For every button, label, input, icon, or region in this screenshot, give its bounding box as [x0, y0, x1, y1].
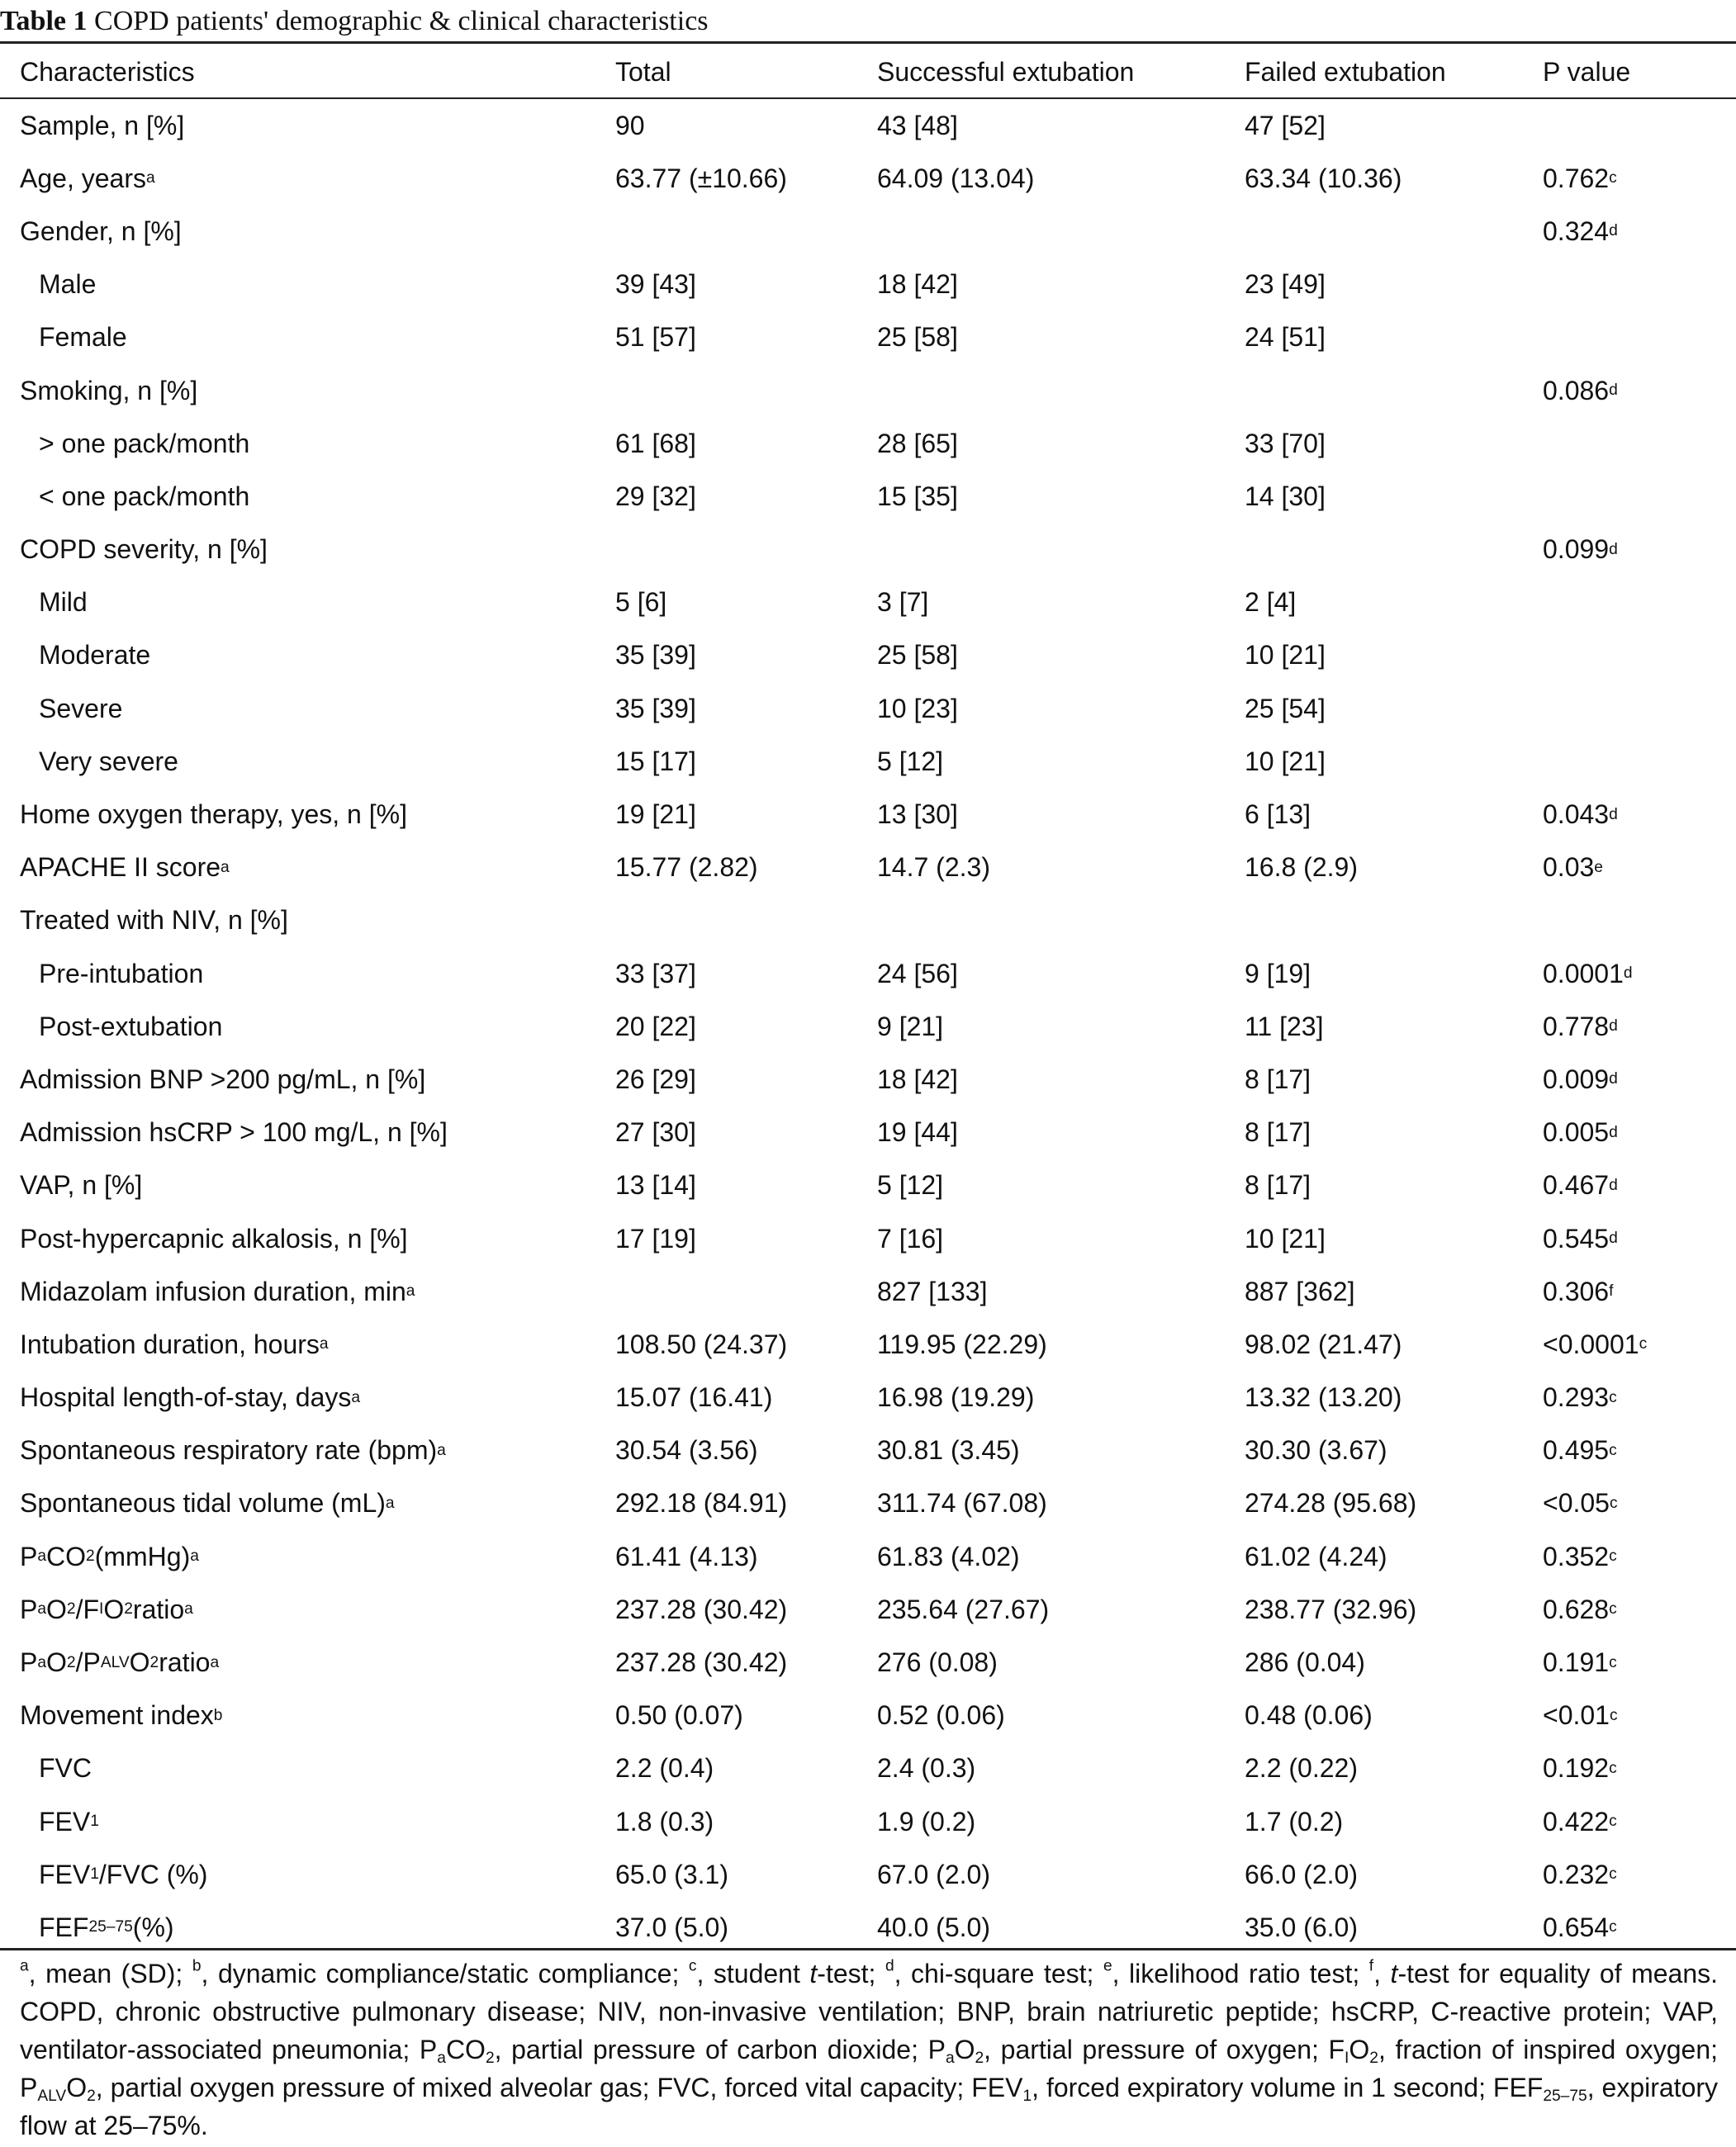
cell-successful: 5 [12]	[877, 746, 944, 776]
cell-total: 5 [6]	[615, 587, 667, 618]
cell-total: 33 [37]	[615, 958, 696, 988]
cell-successful: 13 [30]	[877, 799, 958, 830]
cell-total: 15.07 (16.41)	[615, 1382, 773, 1413]
cell-total: 17 [19]	[615, 1223, 696, 1254]
cell-failed: 8 [17]	[1245, 1117, 1311, 1148]
cell-characteristic: Intubation duration, hours a	[20, 1329, 329, 1359]
table-row	[0, 1583, 1736, 1636]
cell-total: 2.2 (0.4)	[615, 1753, 714, 1784]
table-row	[0, 1477, 1736, 1530]
table-row	[0, 152, 1736, 205]
cell-successful: 16.98 (19.29)	[877, 1382, 1035, 1413]
table-row	[0, 1530, 1736, 1583]
table-row	[0, 894, 1736, 947]
cell-failed: 23 [49]	[1245, 269, 1326, 300]
table-row	[0, 1000, 1736, 1053]
cell-p-value: 0.099 d	[1543, 534, 1618, 565]
cell-failed: 66.0 (2.0)	[1245, 1859, 1358, 1889]
cell-p-value: 0.762 c	[1543, 163, 1617, 193]
cell-failed: 10 [21]	[1245, 1223, 1326, 1254]
cell-failed: 8 [17]	[1245, 1064, 1311, 1094]
cell-failed: 47 [52]	[1245, 110, 1326, 140]
cell-total: 51 [57]	[615, 322, 696, 353]
cell-characteristic: > one pack/month	[39, 428, 250, 458]
cell-characteristic: Treated with NIV, n [%]	[20, 905, 288, 936]
cell-characteristic: Female	[39, 322, 127, 353]
cell-characteristic: Spontaneous respiratory rate (bpm) a	[20, 1435, 446, 1466]
cell-total: 1.8 (0.3)	[615, 1806, 714, 1837]
cell-p-value: 0.192 c	[1543, 1753, 1617, 1784]
cell-successful: 7 [16]	[877, 1223, 944, 1254]
cell-characteristic: Home oxygen therapy, yes, n [%]	[20, 799, 407, 830]
cell-total: 13 [14]	[615, 1170, 696, 1201]
cell-characteristic: Admission hsCRP > 100 mg/L, n [%]	[20, 1117, 448, 1148]
cell-successful: 61.83 (4.02)	[877, 1541, 1020, 1571]
cell-total: 26 [29]	[615, 1064, 696, 1094]
cell-p-value: 0.005 d	[1543, 1117, 1618, 1148]
cell-failed: 2 [4]	[1245, 587, 1297, 618]
cell-failed: 11 [23]	[1245, 1011, 1324, 1041]
cell-failed: 0.48 (0.06)	[1245, 1700, 1373, 1731]
cell-p-value: 0.232 c	[1543, 1859, 1617, 1889]
table-footnote: $^a$, mean (SD); $^b$, dynamic compliance/static compliance; $^c$, student t-test; $^d$, chi-square test; $^e$, likelihood ratio test; $^f$, t-test for equality of means. COPD, chronic obstructive pulmonary disease; NIV, non-invasive ventilation; BNP, brain natriuretic peptide; hsCRP, C-reactive protein; VAP, ventilator-associated pneumonia; $P_aCO_2$, partial pressure of carbon dioxide; $P_aO_2$, partial pressure of oxygen; $F_IO_2$, fraction of inspired oxygen; $P_{ALV}O_2$, partial oxygen pressure of mixed alveolar gas; FVC, forced vital capacity; $FEV_1$, forced expiratory volume in 1 second; $FEF_{25-75}$, expiratory flow at 25–75%.	[20, 1957, 1719, 2140]
cell-successful: 3 [7]	[877, 587, 929, 618]
cell-total: 15 [17]	[615, 746, 696, 776]
cell-failed: 25 [54]	[1245, 693, 1326, 723]
cell-failed: 10 [21]	[1245, 640, 1326, 671]
cell-successful: 5 [12]	[877, 1170, 944, 1201]
cell-p-value: 0.628 c	[1543, 1594, 1617, 1624]
cell-successful: 64.09 (13.04)	[877, 163, 1035, 193]
cell-failed: 98.02 (21.47)	[1245, 1329, 1402, 1359]
cell-successful: 311.74 (67.08)	[877, 1488, 1047, 1519]
cell-failed: 1.7 (0.2)	[1245, 1806, 1344, 1837]
cell-characteristic: Smoking, n [%]	[20, 375, 198, 405]
cell-failed: 286 (0.04)	[1245, 1647, 1365, 1678]
cell-failed: 2.2 (0.22)	[1245, 1753, 1358, 1784]
table-row	[0, 1318, 1736, 1371]
top-rule	[0, 41, 1736, 44]
table-row	[0, 311, 1736, 364]
cell-p-value: 0.778 d	[1543, 1011, 1618, 1041]
cell-successful: 19 [44]	[877, 1117, 958, 1148]
cell-successful: 235.64 (27.67)	[877, 1594, 1050, 1624]
cell-p-value: 0.352 c	[1543, 1541, 1617, 1571]
cell-characteristic: FEF 25–75 (%)	[39, 1912, 174, 1942]
table-row	[0, 417, 1736, 470]
cell-p-value: 0.467 d	[1543, 1170, 1618, 1201]
table-row	[0, 1795, 1736, 1848]
cell-successful: 24 [56]	[877, 958, 958, 988]
table-row	[0, 1848, 1736, 1901]
cell-total: 237.28 (30.42)	[615, 1594, 788, 1624]
cell-characteristic: Severe	[39, 693, 123, 723]
cell-characteristic: P a O 2 /F I O 2 ratio a	[20, 1594, 193, 1624]
header-successful-extubation: Successful extubation	[877, 56, 1135, 87]
cell-total: 20 [22]	[615, 1011, 696, 1041]
cell-successful: 2.4 (0.3)	[877, 1753, 976, 1784]
cell-successful: 827 [133]	[877, 1276, 988, 1306]
header-row	[0, 46, 1736, 97]
cell-characteristic: Pre-intubation	[39, 958, 204, 988]
cell-p-value: 0.545 d	[1543, 1223, 1618, 1254]
table-row	[0, 1372, 1736, 1424]
cell-characteristic: VAP, n [%]	[20, 1170, 143, 1201]
cell-characteristic: FEV 1	[39, 1806, 99, 1837]
cell-characteristic: Post-hypercapnic alkalosis, n [%]	[20, 1223, 408, 1254]
bottom-rule	[0, 1948, 1736, 1950]
table-label: Table 1	[0, 6, 88, 36]
cell-characteristic: Admission BNP >200 pg/mL, n [%]	[20, 1064, 426, 1094]
header-p-value: P value	[1543, 56, 1631, 87]
cell-successful: 15 [35]	[877, 481, 958, 511]
table-row	[0, 1265, 1736, 1318]
cell-failed: 16.8 (2.9)	[1245, 852, 1358, 883]
cell-total: 37.0 (5.0)	[615, 1912, 728, 1942]
cell-failed: 14 [30]	[1245, 481, 1326, 511]
cell-total: 90	[615, 110, 645, 140]
table-row	[0, 205, 1736, 258]
cell-failed: 6 [13]	[1245, 799, 1311, 830]
cell-total: 19 [21]	[615, 799, 696, 830]
cell-characteristic: FVC	[39, 1753, 92, 1784]
table-row	[0, 1424, 1736, 1477]
cell-successful: 28 [65]	[877, 428, 958, 458]
cell-total: 35 [39]	[615, 640, 696, 671]
cell-characteristic: Male	[39, 269, 97, 300]
cell-total: 30.54 (3.56)	[615, 1435, 758, 1466]
cell-characteristic: < one pack/month	[39, 481, 250, 511]
table-row	[0, 1901, 1736, 1954]
table-row	[0, 1053, 1736, 1106]
cell-successful: 276 (0.08)	[877, 1647, 998, 1678]
cell-successful: 25 [58]	[877, 640, 958, 671]
table-row	[0, 1159, 1736, 1212]
cell-failed: 33 [70]	[1245, 428, 1326, 458]
table-row	[0, 1212, 1736, 1265]
cell-p-value: 0.03 e	[1543, 852, 1603, 883]
cell-characteristic: Age, years a	[20, 163, 155, 193]
table-row	[0, 629, 1736, 682]
cell-characteristic: Post-extubation	[39, 1011, 223, 1041]
cell-p-value: 0.495 c	[1543, 1435, 1617, 1466]
cell-p-value: <0.05 c	[1543, 1488, 1618, 1519]
cell-total: 108.50 (24.37)	[615, 1329, 788, 1359]
table-header	[0, 46, 1736, 97]
cell-successful: 25 [58]	[877, 322, 958, 353]
cell-successful: 18 [42]	[877, 269, 958, 300]
cell-failed: 61.02 (4.24)	[1245, 1541, 1387, 1571]
cell-total: 65.0 (3.1)	[615, 1859, 728, 1889]
table-row	[0, 841, 1736, 894]
cell-characteristic: Sample, n [%]	[20, 110, 185, 140]
cell-total: 292.18 (84.91)	[615, 1488, 788, 1519]
cell-failed: 274.28 (95.68)	[1245, 1488, 1417, 1519]
cell-p-value: <0.01 c	[1543, 1700, 1618, 1731]
cell-characteristic: Hospital length-of-stay, days a	[20, 1382, 361, 1413]
cell-failed: 9 [19]	[1245, 958, 1311, 988]
cell-characteristic: Movement index b	[20, 1700, 223, 1731]
cell-total: 27 [30]	[615, 1117, 696, 1148]
cell-failed: 30.30 (3.67)	[1245, 1435, 1387, 1466]
cell-p-value: 0.043 d	[1543, 799, 1618, 830]
cell-total: 39 [43]	[615, 269, 696, 300]
table-row	[0, 1107, 1736, 1159]
table-row	[0, 735, 1736, 788]
cell-characteristic: P a O 2 /P ALV O 2 ratio a	[20, 1647, 220, 1678]
cell-characteristic: FEV 1 /FVC (%)	[39, 1859, 208, 1889]
cell-successful: 1.9 (0.2)	[877, 1806, 976, 1837]
cell-p-value: 0.0001 d	[1543, 958, 1633, 988]
cell-characteristic: Spontaneous tidal volume (mL) a	[20, 1488, 395, 1519]
table-row	[0, 1690, 1736, 1742]
cell-p-value: 0.324 d	[1543, 216, 1618, 246]
cell-successful: 14.7 (2.3)	[877, 852, 990, 883]
cell-p-value: 0.422 c	[1543, 1806, 1617, 1837]
cell-failed: 63.34 (10.36)	[1245, 163, 1402, 193]
cell-failed: 10 [21]	[1245, 746, 1326, 776]
cell-characteristic: Moderate	[39, 640, 151, 671]
table-row	[0, 470, 1736, 523]
cell-p-value: 0.086 d	[1543, 375, 1618, 405]
table-body	[0, 99, 1736, 1955]
cell-successful: 18 [42]	[877, 1064, 958, 1094]
cell-failed: 24 [51]	[1245, 322, 1326, 353]
cell-total: 63.77 (±10.66)	[615, 163, 787, 193]
cell-p-value: 0.009 d	[1543, 1064, 1618, 1094]
table-row	[0, 99, 1736, 152]
cell-failed: 887 [362]	[1245, 1276, 1355, 1306]
cell-total: 237.28 (30.42)	[615, 1647, 788, 1678]
header-failed-extubation: Failed extubation	[1245, 56, 1446, 87]
cell-total: 35 [39]	[615, 693, 696, 723]
table-row	[0, 788, 1736, 841]
cell-p-value: <0.0001 c	[1543, 1329, 1648, 1359]
cell-p-value: 0.293 c	[1543, 1382, 1617, 1413]
cell-characteristic: APACHE II score a	[20, 852, 230, 883]
cell-successful: 30.81 (3.45)	[877, 1435, 1020, 1466]
cell-characteristic: Mild	[39, 587, 88, 618]
cell-total: 15.77 (2.82)	[615, 852, 758, 883]
header-total: Total	[615, 56, 671, 87]
cell-successful: 119.95 (22.29)	[877, 1329, 1047, 1359]
cell-successful: 0.52 (0.06)	[877, 1700, 1005, 1731]
table-row	[0, 258, 1736, 311]
cell-total: 29 [32]	[615, 481, 696, 511]
cell-characteristic: Gender, n [%]	[20, 216, 182, 246]
table-caption	[0, 5, 1736, 38]
cell-characteristic: Midazolam infusion duration, min a	[20, 1276, 415, 1306]
table-row	[0, 364, 1736, 417]
cell-characteristic: Very severe	[39, 746, 178, 776]
cell-p-value: 0.654 c	[1543, 1912, 1617, 1942]
table-row	[0, 576, 1736, 629]
cell-p-value: 0.191 c	[1543, 1647, 1617, 1678]
table-row	[0, 682, 1736, 735]
cell-failed: 13.32 (13.20)	[1245, 1382, 1402, 1413]
header-characteristics: Characteristics	[20, 56, 195, 87]
cell-failed: 8 [17]	[1245, 1170, 1311, 1201]
cell-p-value: 0.306 f	[1543, 1276, 1614, 1306]
table-title: COPD patients' demographic & clinical characteristics	[94, 6, 709, 36]
table-row	[0, 1636, 1736, 1689]
cell-successful: 40.0 (5.0)	[877, 1912, 990, 1942]
cell-successful: 43 [48]	[877, 110, 958, 140]
cell-total: 61.41 (4.13)	[615, 1541, 758, 1571]
cell-characteristic: COPD severity, n [%]	[20, 534, 268, 565]
cell-failed: 238.77 (32.96)	[1245, 1594, 1417, 1624]
cell-total: 61 [68]	[615, 428, 696, 458]
cell-successful: 67.0 (2.0)	[877, 1859, 990, 1889]
table-row	[0, 1742, 1736, 1795]
table-row	[0, 947, 1736, 1000]
cell-characteristic: P a CO 2 (mmHg) a	[20, 1541, 199, 1571]
cell-successful: 9 [21]	[877, 1011, 944, 1041]
table-row	[0, 524, 1736, 576]
cell-total: 0.50 (0.07)	[615, 1700, 743, 1731]
cell-successful: 10 [23]	[877, 693, 958, 723]
cell-failed: 35.0 (6.0)	[1245, 1912, 1358, 1942]
